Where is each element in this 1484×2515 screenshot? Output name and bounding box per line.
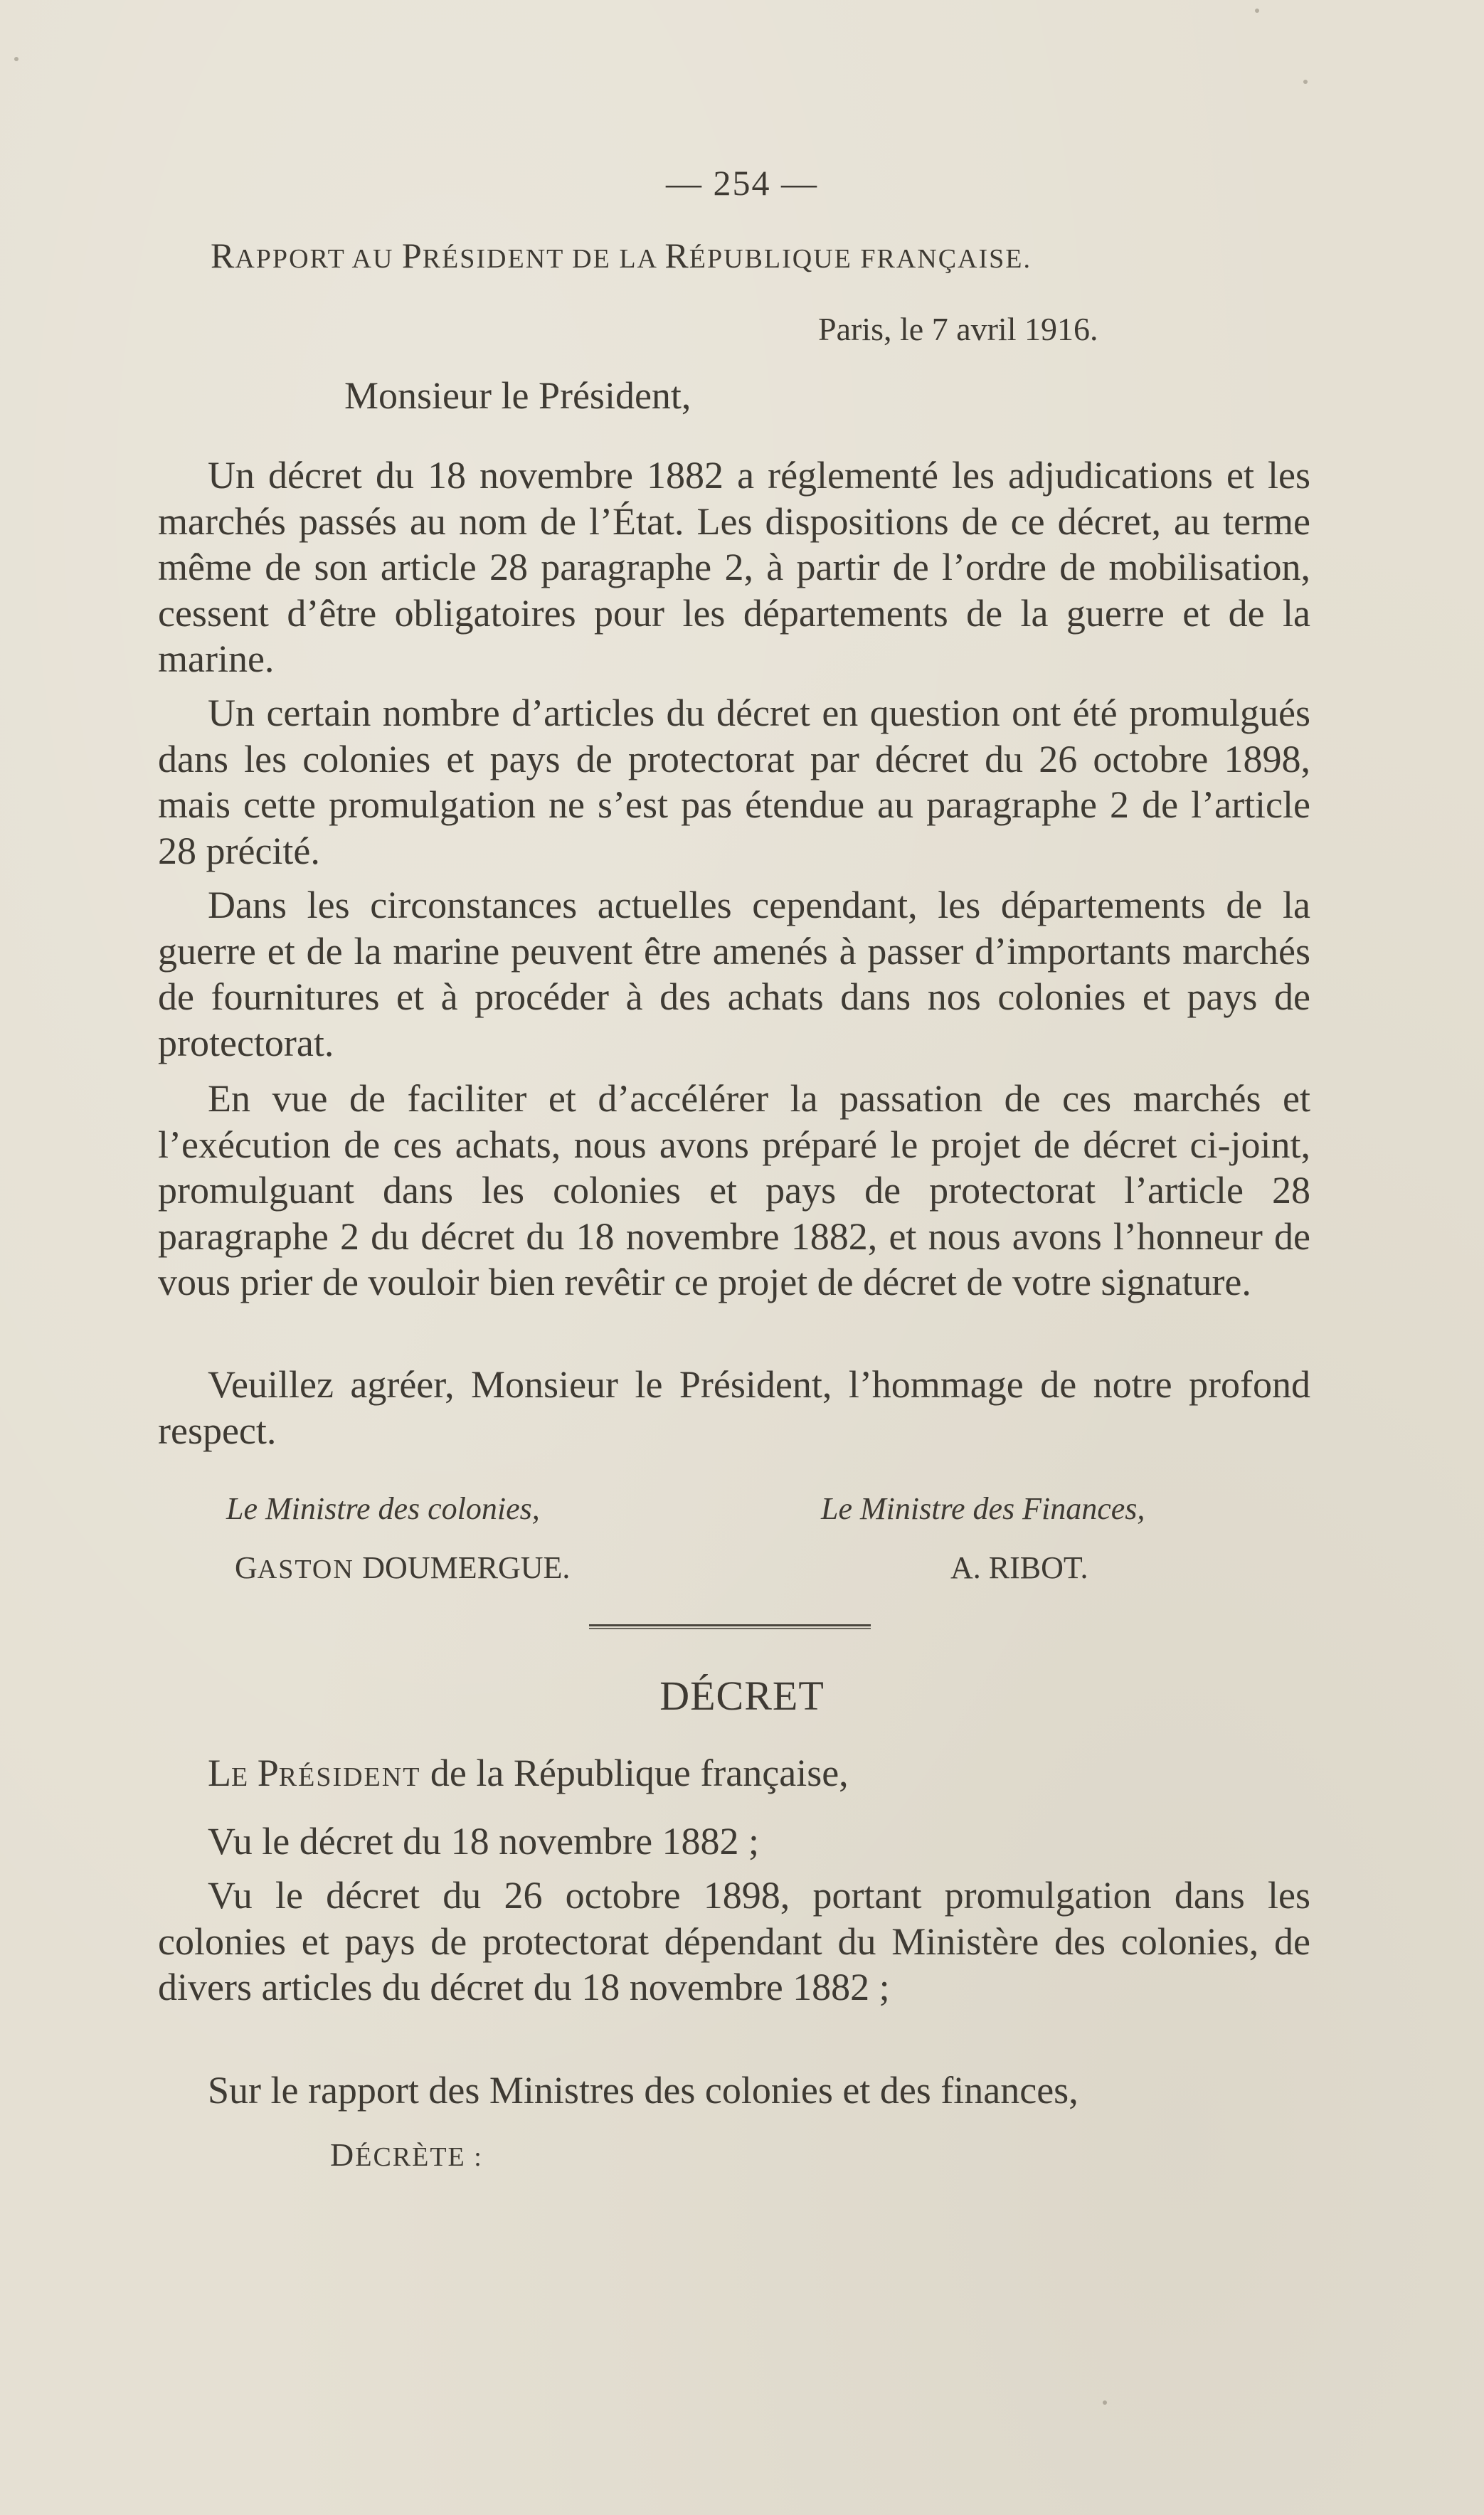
paper-speck bbox=[1255, 9, 1259, 13]
heading-part-apport: APPORT AU bbox=[235, 244, 402, 274]
decree-line bbox=[158, 1750, 1310, 1801]
place-date: Paris, le 7 avril 1916. bbox=[818, 311, 1098, 347]
signature-left-initial: G bbox=[235, 1550, 258, 1585]
section-divider bbox=[589, 1624, 871, 1629]
page-number: — 254 — bbox=[666, 163, 818, 203]
heading-initial-p: P bbox=[401, 235, 423, 275]
report-paragraph: En vue de faciliter et d’accélérer la passation de ces marchés et l’exécution de ces achats, nous avons préparé le projet de décret ci-joint, promulguant dans les colonies et pays de protectorat l’article 28 paragraphe 2 du décret du 18 novembre 1882, et nous avons l’honneur de vous prier de vouloir bien revêtir ce projet de décret de votre signature. bbox=[158, 1077, 1310, 1304]
report-paragraph: Dans les circonstances actuelles cependant, les départements de la guerre et de la marine peuvent être amenés à passer d’importants marchés de fournitures et à procéder à des achats dans nos colonies et pays de protectorat. bbox=[158, 884, 1310, 1064]
signature-left-title: Le Ministre des colonies, bbox=[226, 1491, 540, 1526]
decree-line-text: de la République française, bbox=[420, 1752, 849, 1794]
decree-title: DÉCRET bbox=[659, 1673, 825, 1719]
decrete-rest: ÉCRÈTE : bbox=[355, 2142, 483, 2172]
heading-initial-r2: R bbox=[664, 235, 689, 275]
signature-left-last: DOUMERGUE. bbox=[362, 1550, 571, 1585]
report-paragraph: Un décret du 18 novembre 1882 a réglementé les adjudications et les marchés passés au nom de l’État. Les dispositions de ce décret, au terme même de son article 28 paragraphe 2, à partir de l’ordre de mobilisation, cessent d’être obligatoires pour les départements de la guerre et de la marine. bbox=[158, 454, 1310, 681]
signature-right-title: Le Ministre des Finances, bbox=[821, 1491, 1145, 1526]
paper-speck bbox=[1103, 2400, 1107, 2405]
report-heading bbox=[211, 235, 1278, 276]
decrete-initial: D bbox=[330, 2137, 356, 2173]
decree-initial-p: P bbox=[257, 1752, 279, 1794]
decree-line: Vu le décret du 18 novembre 1882 ; bbox=[208, 1820, 760, 1863]
heading-part-republique: ÉPUBLIQUE FRANÇAISE. bbox=[689, 244, 1032, 274]
salutation: Monsieur le Président, bbox=[344, 374, 691, 417]
signature-left-name bbox=[235, 1550, 570, 1586]
signature-left-first: ASTON bbox=[257, 1555, 363, 1584]
decree-sc-resident: RÉSIDENT bbox=[278, 1762, 421, 1792]
decree-sc-e: E bbox=[231, 1762, 258, 1792]
paper-speck bbox=[14, 57, 18, 61]
heading-part-resident: RÉSIDENT DE LA bbox=[422, 244, 665, 274]
report-paragraph: Un certain nombre d’articles du décret en question ont été promulgués dans les colonies et pays de protectorat par décret du 26 octobre 1898, mais cette promulgation ne s’est pas étendue au paragraphe 2 de l’article 28 précité. bbox=[158, 692, 1310, 872]
decree-line: Vu le décret du 26 octobre 1898, portant promulgation dans les colonies et pays de protectorat dépendant du Ministère des colonies, de divers articles du décret du 18 novembre 1882 ; bbox=[158, 1874, 1310, 2009]
signature-right-name: A. RIBOT. bbox=[950, 1550, 1088, 1585]
decree-line: Sur le rapport des Ministres des colonies et des finances, bbox=[208, 2069, 1078, 2112]
paper-speck bbox=[1303, 80, 1308, 84]
heading-initial-r: R bbox=[211, 235, 235, 275]
report-closing: Veuillez agréer, Monsieur le Président, l’hommage de notre profond respect. bbox=[158, 1363, 1310, 1452]
decree-initial-l: L bbox=[208, 1752, 231, 1794]
decree-decrete bbox=[330, 2136, 483, 2174]
